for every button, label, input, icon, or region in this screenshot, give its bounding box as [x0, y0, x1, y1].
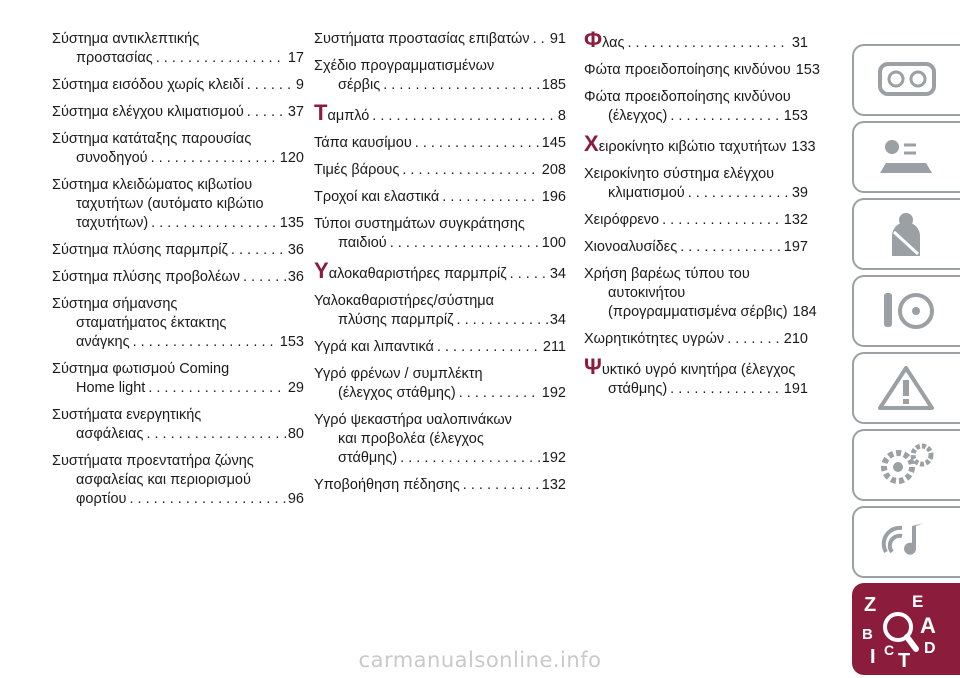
- index-entry: [314, 161, 566, 180]
- index-entry: [314, 476, 566, 495]
- entry-last-line: [52, 379, 304, 398]
- entry-label: Σύστημα πλύσης παρμπρίζ: [52, 242, 228, 258]
- entry-label: Υποβοήθηση πέδησης: [314, 477, 460, 493]
- page-number[interactable]: 8: [557, 108, 566, 124]
- entry-label: Τροχοί και ελαστικά: [314, 189, 440, 205]
- index-entry: [314, 292, 566, 330]
- dot-leader: [148, 214, 278, 233]
- dot-leader: [724, 330, 782, 349]
- entry-last-line: [314, 338, 566, 357]
- dot-leader: [153, 49, 286, 68]
- entry-last-line: [52, 214, 304, 233]
- entry-line: [314, 430, 566, 449]
- seatbelt-person-icon: [876, 210, 946, 260]
- entry-last-line: [584, 211, 808, 230]
- dot-leader: [530, 30, 548, 49]
- dot-leader: [434, 338, 541, 357]
- index-letter-t: T: [898, 650, 911, 669]
- entry-text: Υγρό φρένων / συμπλέκτη: [314, 366, 483, 382]
- index-entry: [314, 188, 566, 207]
- entry-text: [584, 238, 677, 257]
- entry-text: [338, 384, 456, 403]
- page-number[interactable]: 211: [542, 339, 566, 355]
- page-number[interactable]: 145: [541, 135, 566, 151]
- entry-last-line: [52, 333, 304, 352]
- entry-last-line: [584, 238, 808, 257]
- page-number[interactable]: 34: [549, 312, 566, 328]
- entry-last-line: [314, 30, 566, 49]
- entry-line: [52, 176, 304, 195]
- entry-label: Χιονοαλυσίδες: [584, 239, 678, 255]
- index-letter-e: E: [912, 592, 924, 611]
- dot-leader: [667, 107, 781, 126]
- entry-label: αλοκαθαριστήρες παρμπρίζ: [328, 266, 507, 282]
- entry-label: Σύστημα πλύσης προβολέων: [52, 269, 240, 285]
- dot-leader: [454, 311, 548, 330]
- index-entry: [314, 100, 566, 126]
- entry-text: [314, 161, 399, 180]
- entry-line: [584, 88, 808, 107]
- entry-text: [314, 258, 507, 284]
- entry-text: Σύστημα αντικλεπτικής: [52, 31, 200, 47]
- entry-label: στάθμης): [608, 381, 668, 397]
- entry-last-line: [314, 449, 566, 468]
- entry-text: Σύστημα κατάταξης παρουσίας: [52, 131, 252, 147]
- entry-text: ταχυτήτων (αυτόματο κιβώτιο: [76, 196, 264, 212]
- entry-text: αυτοκινήτου: [608, 285, 686, 301]
- entry-line: [314, 292, 566, 311]
- entry-text: υκτικό υγρό κινητήρα (έλεγχος: [601, 362, 796, 378]
- entry-text: [76, 149, 148, 168]
- page-number[interactable]: 185: [541, 77, 566, 93]
- entry-last-line: [584, 184, 808, 203]
- entry-last-line: [584, 107, 808, 126]
- dot-leader: [244, 76, 294, 95]
- dot-leader: [240, 268, 286, 287]
- index-entry: [52, 130, 304, 168]
- index-entry: [314, 57, 566, 95]
- index-column-2: [314, 30, 566, 503]
- entry-text: Φώτα προειδοποίησης κινδύνου: [584, 89, 791, 105]
- entry-label: φορτίου: [76, 491, 127, 507]
- entry-label: αμπλό: [327, 108, 370, 124]
- index-entry: [584, 211, 808, 230]
- entry-text: [76, 49, 153, 68]
- entry-last-line: [584, 131, 816, 157]
- entry-last-line: [52, 490, 304, 509]
- entry-text: [338, 449, 397, 468]
- dot-leader: [145, 379, 286, 398]
- index-entry: [52, 406, 304, 444]
- entry-label: (προγραμματισμένα σέρβις): [608, 304, 788, 320]
- entry-label: Χειρόφρενο: [584, 212, 660, 228]
- dot-leader: [685, 184, 790, 203]
- entry-line: [584, 265, 808, 284]
- entry-text: [314, 134, 412, 153]
- entry-text: [584, 61, 791, 80]
- entry-text: και προβολέα (έλεγχος: [338, 431, 484, 447]
- entry-text: ασφαλείας και περιορισμού: [76, 472, 251, 488]
- index-entry: [314, 30, 566, 49]
- page-number[interactable]: 9: [295, 77, 304, 93]
- entry-last-line: [52, 268, 304, 287]
- entry-line: [584, 165, 808, 184]
- entry-text: [608, 303, 788, 322]
- entry-label: Συστήματα προστασίας επιβατών: [314, 31, 530, 47]
- entry-text: [314, 30, 530, 49]
- page-number[interactable]: 120: [279, 150, 304, 166]
- entry-last-line: [314, 258, 566, 284]
- entry-label: Τάπα καυσίμου: [314, 135, 412, 151]
- warning-triangle-icon: [876, 364, 946, 414]
- entry-line: [314, 215, 566, 234]
- entry-text: Χειροκίνητο σύστημα ελέγχου: [584, 166, 775, 182]
- entry-line: [52, 452, 304, 471]
- entry-text: [608, 107, 667, 126]
- entry-last-line: [314, 100, 566, 126]
- index-entry: [52, 30, 304, 68]
- entry-text: [52, 241, 228, 260]
- page-number[interactable]: 210: [783, 331, 808, 347]
- entry-text: [314, 188, 439, 207]
- dot-leader: [143, 425, 285, 444]
- index-entry: [52, 103, 304, 122]
- entry-text: Τύποι συστημάτων συγκράτησης: [314, 216, 525, 232]
- dot-leader: [677, 238, 782, 257]
- page-number[interactable]: 96: [287, 491, 304, 507]
- entry-last-line: [314, 188, 566, 207]
- dot-leader: [148, 149, 278, 168]
- dot-leader: [244, 103, 286, 122]
- entry-text: [338, 234, 387, 253]
- section-letter: Τ: [314, 100, 328, 125]
- entry-text: [52, 103, 244, 122]
- entry-line: [52, 130, 304, 149]
- page-number[interactable]: 31: [791, 35, 808, 51]
- entry-text: [338, 311, 454, 330]
- page-number[interactable]: 192: [541, 385, 566, 401]
- dot-leader: [380, 76, 540, 95]
- entry-label: συνοδηγού: [76, 150, 148, 166]
- entry-last-line: [314, 234, 566, 253]
- entry-label: λας: [602, 35, 625, 51]
- entry-line: [52, 30, 304, 49]
- index-letter-b: B: [862, 626, 873, 643]
- index-entry: [314, 258, 566, 284]
- entry-line: [52, 360, 304, 379]
- entry-label: σέρβις: [338, 77, 381, 93]
- index-entry: [584, 238, 808, 257]
- page-number[interactable]: 132: [783, 212, 808, 228]
- entry-text: [52, 268, 240, 287]
- dot-leader: [387, 234, 540, 253]
- entry-line: [314, 411, 566, 430]
- entry-label: ταχυτήτων): [76, 215, 149, 231]
- entry-last-line: [584, 61, 820, 80]
- dot-leader: [439, 188, 540, 207]
- entry-line: [314, 365, 566, 384]
- entry-line: [584, 284, 808, 303]
- entry-text: Υγρό ψεκαστήρα υαλοπινάκων: [314, 412, 512, 428]
- entry-last-line: [314, 311, 566, 330]
- page-number[interactable]: 37: [287, 104, 304, 120]
- section-letter: Χ: [584, 131, 599, 156]
- entry-text: [608, 380, 667, 399]
- index-entry: [314, 411, 566, 468]
- page-number[interactable]: 197: [783, 239, 808, 255]
- page-number[interactable]: 133: [791, 139, 816, 155]
- entry-label: Φώτα προειδοποίησης κινδύνου: [584, 62, 791, 78]
- entry-line: [52, 471, 304, 490]
- index-entry: [52, 295, 304, 352]
- page-number[interactable]: 80: [287, 426, 304, 442]
- page-number[interactable]: 153: [279, 334, 304, 350]
- dot-leader: [624, 34, 789, 53]
- tab-dashboard[interactable]: [852, 44, 960, 116]
- page-number[interactable]: 34: [549, 266, 566, 282]
- entry-text: [608, 184, 685, 203]
- entry-label: Τιμές βάρους: [314, 162, 400, 178]
- entry-label: στάθμης): [338, 450, 398, 466]
- entry-text: [76, 333, 130, 352]
- dot-leader: [412, 134, 540, 153]
- entry-text: [338, 76, 380, 95]
- entry-label: ειροκίνητο κιβώτιο ταχυτήτων: [598, 139, 787, 155]
- dot-leader: [456, 384, 540, 403]
- gears-icon: [876, 441, 946, 491]
- index-entry: [314, 365, 566, 403]
- index-entry: [584, 165, 808, 203]
- index-letter-d: D: [924, 640, 936, 657]
- dot-leader: [659, 211, 782, 230]
- page-number[interactable]: 17: [287, 50, 304, 66]
- tab-lights[interactable]: [852, 121, 960, 193]
- entry-text: [584, 330, 724, 349]
- entry-label: Σύστημα εισόδου χωρίς κλειδί: [52, 77, 244, 93]
- entry-label: Χωρητικότητες υγρών: [584, 331, 725, 347]
- entry-text: [76, 490, 126, 509]
- entry-text: σταματήματος έκτακτης: [76, 315, 227, 331]
- page-number[interactable]: 184: [792, 304, 817, 320]
- entry-text: [52, 76, 244, 95]
- page-number[interactable]: 135: [279, 215, 304, 231]
- entry-text: Σύστημα φωτισμού Coming: [52, 361, 230, 377]
- audio-navigation-icon: [876, 518, 946, 568]
- index-entry: [314, 338, 566, 357]
- entry-label: προστασίας: [76, 50, 153, 66]
- index-entry: [314, 134, 566, 153]
- index-entry: [584, 265, 817, 322]
- entry-text: Υαλοκαθαριστήρες/σύστημα: [314, 293, 495, 309]
- entry-last-line: [52, 103, 304, 122]
- entry-line: [314, 57, 566, 76]
- entry-line: [52, 314, 304, 333]
- entry-last-line: [52, 49, 304, 68]
- entry-last-line: [314, 161, 566, 180]
- entry-text: [584, 131, 787, 157]
- tab-safety[interactable]: [852, 198, 960, 270]
- entry-text: [314, 100, 370, 126]
- entry-label: (έλεγχος στάθμης): [338, 385, 456, 401]
- index-entry: [52, 452, 304, 509]
- page-number[interactable]: 208: [541, 162, 566, 178]
- entry-line: [52, 195, 304, 214]
- entry-text: [314, 476, 460, 495]
- entry-line: [584, 354, 808, 380]
- dot-leader: [397, 449, 540, 468]
- index-entry: [52, 268, 304, 287]
- page-number[interactable]: 36: [287, 242, 304, 258]
- index-entry: [584, 330, 808, 349]
- entry-text: [314, 338, 434, 357]
- entry-last-line: [52, 76, 304, 95]
- index-entry: [584, 27, 808, 53]
- entry-label: ασφάλειας: [76, 426, 144, 442]
- entry-label: (έλεγχος): [608, 108, 668, 124]
- section-letter: Ψ: [584, 354, 602, 379]
- entry-text: [584, 211, 659, 230]
- index-entry: [52, 176, 304, 233]
- entry-text: Συστήματα προεντατήρα ζώνης: [52, 453, 254, 469]
- entry-text: Σύστημα σήμανσης: [52, 296, 178, 312]
- entry-last-line: [584, 330, 808, 349]
- entry-text: Σχέδιο προγραμματισμένων: [314, 58, 495, 74]
- dot-leader: [460, 476, 540, 495]
- page-number[interactable]: 132: [541, 477, 566, 493]
- dot-leader: [130, 333, 278, 352]
- entry-last-line: [584, 303, 817, 322]
- entry-last-line: [52, 149, 304, 168]
- index-entry: [52, 76, 304, 95]
- index-entry: [52, 360, 304, 398]
- entry-label: Υγρά και λιπαντικά: [314, 339, 434, 355]
- page-number[interactable]: 91: [549, 31, 566, 47]
- chapter-tabs-sidebar: [852, 44, 960, 678]
- entry-last-line: [314, 134, 566, 153]
- entry-last-line: [52, 241, 304, 260]
- watermark: carmanualsonline.info: [358, 648, 602, 672]
- page-number[interactable]: 196: [541, 189, 566, 205]
- index-column-3: [584, 27, 820, 407]
- dot-leader: [369, 107, 556, 126]
- tab-multimedia[interactable]: [852, 506, 960, 578]
- dot-leader: [507, 265, 548, 284]
- car-lights-icon: [876, 133, 946, 183]
- entry-label: Home light: [76, 380, 146, 396]
- entry-text: [584, 27, 625, 53]
- entry-label: ανάγκης: [76, 334, 130, 350]
- section-letter: Υ: [314, 258, 329, 283]
- entry-line: [52, 295, 304, 314]
- index-entry: [52, 241, 304, 260]
- entry-last-line: [314, 76, 566, 95]
- entry-text: Σύστημα κλειδώματος κιβωτίου: [52, 177, 253, 193]
- page-number[interactable]: 39: [791, 185, 808, 201]
- entry-label: πλύσης παρμπρίζ: [338, 312, 454, 328]
- page-number[interactable]: 153: [795, 62, 820, 78]
- entry-last-line: [52, 425, 304, 444]
- entry-line: [52, 406, 304, 425]
- entry-text: [76, 379, 145, 398]
- entry-label: Σύστημα ελέγχου κλιματισμού: [52, 104, 244, 120]
- entry-text: [76, 425, 143, 444]
- car-dashboard-icon: [876, 56, 946, 106]
- entry-label: κλιματισμού: [608, 185, 685, 201]
- entry-text: Συστήματα ενεργητικής: [52, 407, 202, 423]
- entry-last-line: [584, 27, 808, 53]
- entry-text: [76, 214, 148, 233]
- index-letter-i: I: [870, 646, 876, 668]
- index-entry: [584, 131, 816, 157]
- page-number[interactable]: 100: [541, 235, 566, 251]
- page-number[interactable]: 191: [783, 381, 808, 397]
- entry-label: παιδιού: [338, 235, 387, 251]
- index-column-1: [52, 30, 304, 517]
- entry-text: Χρήση βαρέως τύπου του: [584, 266, 750, 282]
- entry-last-line: [314, 384, 566, 403]
- dot-leader: [667, 380, 782, 399]
- tab-starting-driving[interactable]: [852, 275, 960, 347]
- index-entry: [584, 354, 808, 399]
- page-number[interactable]: 192: [541, 450, 566, 466]
- entry-last-line: [314, 476, 566, 495]
- dot-leader: [126, 490, 285, 509]
- page-number[interactable]: 153: [783, 108, 808, 124]
- index-letter-a: A: [920, 613, 936, 638]
- tab-maintenance[interactable]: [852, 429, 960, 501]
- section-letter: Φ: [584, 27, 603, 52]
- index-entry: [314, 215, 566, 253]
- index-letter-z: Z: [864, 594, 877, 616]
- dot-leader: [228, 241, 286, 260]
- dot-leader: [399, 161, 539, 180]
- steering-key-icon: [876, 287, 946, 337]
- index-entry: [584, 61, 820, 80]
- page-number[interactable]: 36: [287, 269, 304, 285]
- tab-emergency[interactable]: [852, 352, 960, 424]
- index-letter-c: C: [884, 642, 895, 658]
- page-number[interactable]: 29: [287, 380, 304, 396]
- entry-last-line: [584, 380, 808, 399]
- index-entry: [584, 88, 808, 126]
